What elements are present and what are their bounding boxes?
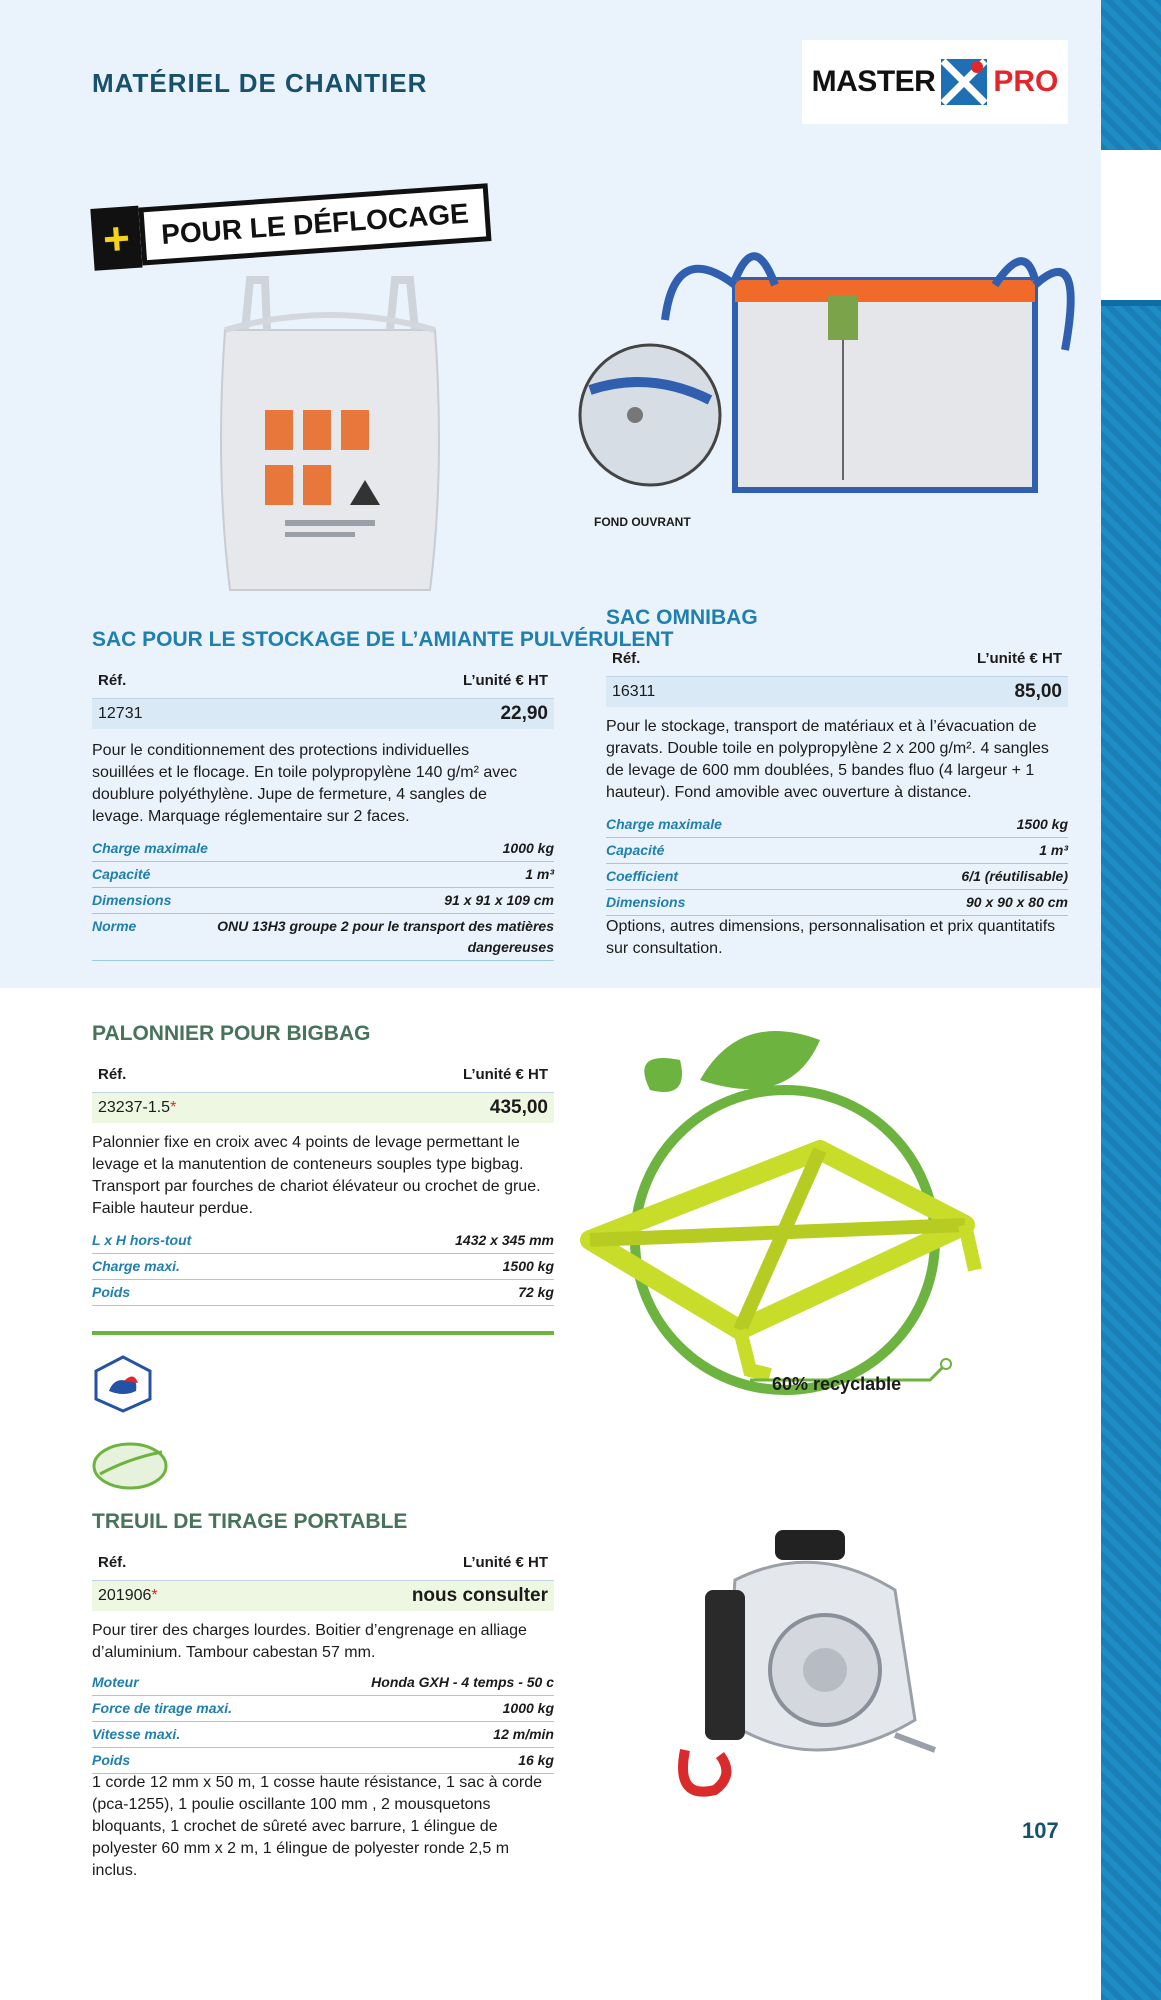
price-table-palonnier: Réf. L’unité € HT 23237-1.5* 435,00 — [92, 1062, 554, 1123]
section-divider — [92, 1331, 554, 1335]
product-description-omnibag: Pour le stockage, transport de matériaux et à l’évacuation de gravats. Double toile en polypropylène 2 x 200 g/m². 4 sangles de levage de 600 mm doublées, 5 bandes fluo (4 largeur + 1 hauteur). Fond amovible avec ouverture à distance. — [606, 718, 1049, 801]
spec-list-palonnier: L x H hors-tout 1432 x 345 mm Charge maxi. 1500 kg Poids 72 kg — [92, 1228, 554, 1306]
palonnier-image — [570, 1030, 990, 1420]
price-row: 23237-1.5* 435,00 — [92, 1092, 554, 1123]
logo-cross-icon — [941, 59, 987, 105]
omnibag-image — [565, 240, 1085, 530]
spec-list-treuil: Moteur Honda GXH - 4 temps - 50 c Force de tirage maxi. 1000 kg Vitesse maxi. 12 m/min Poids 16 kg — [92, 1670, 554, 1774]
product-title-palonnier: PALONNIER POUR BIGBAG — [92, 1022, 371, 1045]
page-number: 107 — [1022, 1818, 1059, 1843]
made-in-france-icon — [94, 1355, 152, 1413]
product-title-treuil: TREUIL DE TIRAGE PORTABLE — [92, 1510, 408, 1533]
price-table-treuil: Réf. L’unité € HT 201906* nous consulter — [92, 1550, 554, 1611]
product-description-treuil: Pour tirer des charges lourdes. Boitier d’engrenage en alliage d’aluminium. Tambour cabestan 57 mm. — [92, 1622, 527, 1661]
product-title-omnibag: SAC OMNIBAG — [606, 606, 758, 629]
plus-icon: + — [90, 206, 142, 271]
masterpro-logo: MASTER PRO — [802, 40, 1068, 124]
treuil-image — [665, 1520, 975, 1820]
product-description-amiante: Pour le conditionnement des protections individuelles souillées et le flocage. En toile polypropylène 140 g/m² avec doublure polyéthylène. Jupe de fermeture, 4 sangles de levage. Marquage réglementaire sur 2 faces. — [92, 742, 518, 825]
amiante-bag-image — [205, 270, 455, 610]
product-title-amiante: SAC POUR LE STOCKAGE DE L’AMIANTE PULVÉRULENT — [92, 628, 674, 651]
deflocage-badge: + POUR LE DÉFLOCAGE — [90, 181, 491, 271]
omnibag-image-caption: FOND OUVRANT — [594, 515, 691, 529]
price-table-amiante: Réf. L’unité € HT 12731 22,90 — [92, 668, 554, 729]
product-note-omnibag: Options, autres dimensions, personnalisation et prix quantitatifs sur consultation. — [606, 918, 1056, 957]
page-edge-tab — [1101, 0, 1161, 2000]
recyclable-label: 60% recyclable — [772, 1374, 902, 1394]
product-note-treuil: 1 corde 12 mm x 50 m, 1 cosse haute résistance, 1 sac à corde (pca-1255), 1 poulie oscillante 100 mm , 2 mousquetons bloquants, 1 crochet de sûreté avec barrure, 1 élingue de polyester 60 mm x 2 m, 1 élingue de polyester ronde 2,5 m inclus. — [92, 1774, 542, 1879]
section-title: MATÉRIEL DE CHANTIER — [92, 68, 428, 98]
spec-list-omnibag: Charge maximale 1500 kg Capacité 1 m³ Coefficient 6/1 (réutilisable) Dimensions 90 x 90 x 80 cm — [606, 812, 1068, 916]
price-row: 201906* nous consulter — [92, 1580, 554, 1611]
product-description-palonnier: Palonnier fixe en croix avec 4 points de levage permettant le levage et la manutention de conteneurs souples type bigbag. Transport par fourches de chariot élévateur ou crochet de grue. Faible hauteur perdue. — [92, 1134, 541, 1217]
price-row: 16311 85,00 — [606, 676, 1068, 707]
spec-list-amiante: Charge maximale 1000 kg Capacité 1 m³ Dimensions 91 x 91 x 109 cm Norme ONU 13H3 groupe 2 pour le transport des matières dangereuses — [92, 836, 554, 961]
price-table-omnibag: Réf. L’unité € HT 16311 85,00 — [606, 646, 1068, 707]
eco-leaf-icon — [90, 1438, 170, 1492]
price-row: 12731 22,90 — [92, 698, 554, 729]
